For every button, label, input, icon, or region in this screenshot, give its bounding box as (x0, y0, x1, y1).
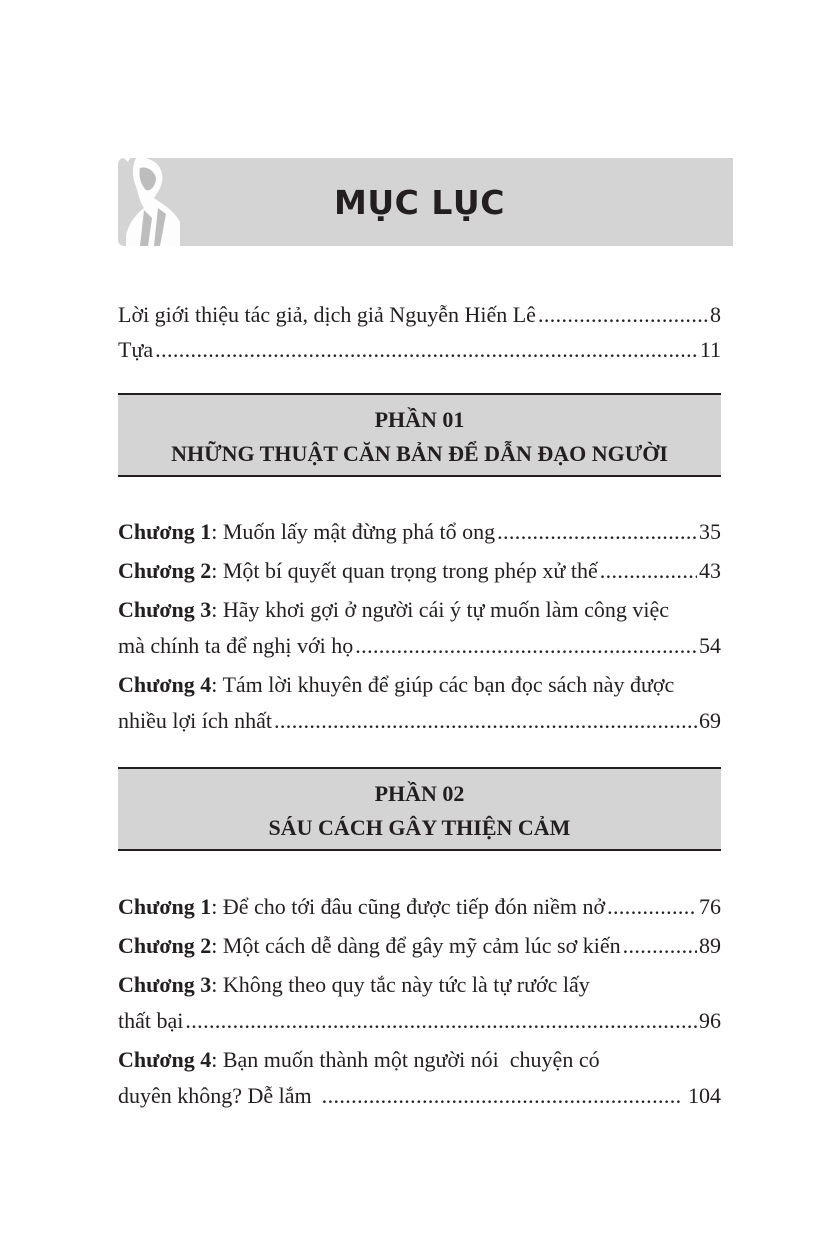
toc-entry-cont (118, 1079, 721, 1113)
part-02-chapters (118, 890, 721, 1113)
intro-list (118, 297, 721, 367)
part-title: SÁU CÁCH GÂY THIỆN CẢM (268, 815, 571, 840)
page-number: 8 (710, 302, 721, 327)
page-number: 76 (699, 894, 721, 919)
part-number: PHẦN 02 (374, 781, 465, 806)
chapter-label: Chương 1 (118, 519, 212, 544)
dot-leader (155, 333, 698, 367)
chapter-title: : Bạn muốn thành một người nói chuyện có (211, 1047, 600, 1072)
toc-entry (118, 593, 721, 627)
part-number: PHẦN 01 (374, 407, 465, 432)
toc-entry-cont (118, 1004, 721, 1038)
dot-leader (600, 554, 697, 588)
chapter-label: Chương 4 (118, 672, 212, 697)
part-01-banner (118, 393, 721, 477)
entry-text: Lời giới thiệu tác giả, dịch giả Nguyễn Hiến Lê (118, 302, 536, 327)
toc-entry (118, 668, 721, 702)
chapter-title-cont: mà chính ta để nghị với họ (118, 633, 354, 658)
toc-entry (118, 929, 721, 963)
chapter-label: Chương 3 (118, 597, 212, 622)
page-number: 35 (699, 519, 721, 544)
toc-entry-cont (118, 704, 721, 738)
chapter-title: : Hãy khơi gợi ở người cái ý tự muốn làm công việc (211, 597, 669, 622)
chapter-title: : Một bí quyết quan trọng trong phép xử thế (211, 558, 598, 583)
part-01-chapters (118, 515, 721, 738)
toc-entry (118, 1043, 721, 1077)
chapter-label: Chương 2 (118, 933, 212, 958)
chapter-title: : Để cho tới đâu cũng được tiếp đón niềm nở (211, 894, 606, 919)
part-title: NHỮNG THUẬT CĂN BẢN ĐỂ DẪN ĐẠO NGƯỜI (171, 441, 668, 466)
chapter-label: Chương 4 (118, 1047, 212, 1072)
dot-leader (274, 704, 697, 738)
page-number: 43 (699, 558, 721, 583)
dot-leader (623, 929, 697, 963)
dot-leader (497, 515, 697, 549)
chapter-title: : Tám lời khuyên để giúp các bạn đọc sách này được (211, 672, 675, 697)
chapter-title-cont: nhiều lợi ích nhất (118, 708, 272, 733)
part-02-banner (118, 767, 721, 851)
page-number: 96 (699, 1008, 721, 1033)
entry-text: Tựa (118, 337, 154, 362)
toc-entry (118, 890, 721, 924)
chapter-label: Chương 1 (118, 894, 212, 919)
toc-entry (118, 968, 721, 1002)
page-number: 104 (688, 1083, 721, 1108)
toc-entry (118, 554, 721, 588)
page-number: 89 (699, 933, 721, 958)
dot-leader (538, 297, 708, 333)
toc-entry (118, 515, 721, 549)
chapter-title-cont: duyên không? Dễ lắm (118, 1083, 312, 1108)
page-number: 11 (699, 337, 721, 362)
page-number: 69 (699, 708, 721, 733)
dot-leader (607, 890, 697, 924)
chapter-title: : Một cách dễ dàng để gây mỹ cảm lúc sơ kiến (211, 933, 621, 958)
chapter-label: Chương 2 (118, 558, 212, 583)
chapter-title-cont: thất bại (118, 1008, 184, 1033)
toc-entry-intro (118, 297, 721, 333)
page-title: MỤC LỤC (334, 182, 505, 222)
dot-leader (322, 1079, 682, 1113)
chapter-title: : Muốn lấy mật đừng phá tổ ong (211, 519, 496, 544)
toc-entry-cont (118, 629, 721, 663)
toc-entry-preface (118, 333, 721, 367)
chapter-title: : Không theo quy tắc này tức là tự rước lấy (211, 972, 590, 997)
page-number: 54 (699, 633, 721, 658)
chapter-label: Chương 3 (118, 972, 212, 997)
dot-leader (185, 1004, 697, 1038)
dot-leader (355, 629, 697, 663)
